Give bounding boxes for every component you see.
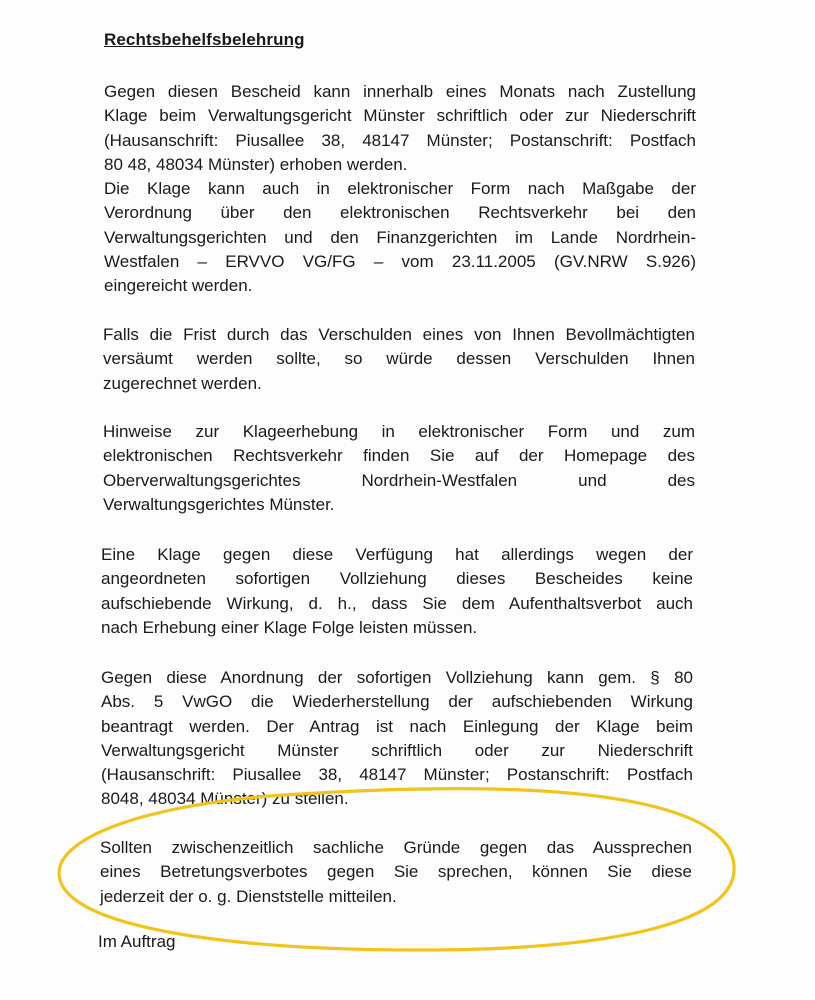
text-line: Gegen diese Anordnung der sofortigen Vollziehung kann gem. § 80 bbox=[101, 668, 693, 687]
text-line: Gegen diesen Bescheid kann innerhalb eines Monats nach Zustellung bbox=[104, 82, 696, 101]
text-line: angeordneten sofortigen Vollziehung dieses Bescheides keine bbox=[101, 569, 693, 589]
text-line: Verordnung über den elektronischen Rechtsverkehr bei den bbox=[104, 203, 696, 223]
text-line: 80 48, 48034 Münster) erhoben werden. bbox=[104, 154, 408, 174]
text-line: beantragt werden. Der Antrag ist nach Einlegung der Klage beim bbox=[101, 716, 693, 736]
text-line: Verwaltungsgerichten und den Finanzgerichten im Lande Nordrhein- bbox=[104, 227, 696, 247]
paragraph-electronic-filing-notes bbox=[103, 420, 695, 517]
text-line: (Hausanschrift: Piusallee 38, 48147 Münster; Postanschrift: Postfach bbox=[101, 765, 693, 785]
text-line: eingereicht werden. bbox=[104, 276, 253, 296]
text-line: Hinweise zur Klageerhebung in elektronischer Form und zum bbox=[103, 422, 695, 441]
text-line: elektronischen Rechtsverkehr finden Sie auf der Homepage des bbox=[103, 446, 695, 466]
paragraph-legal-remedy bbox=[104, 80, 696, 299]
text-line: Sollten zwischenzeitlich sachliche Gründe gegen das Aussprechen bbox=[100, 838, 692, 857]
paragraph-restoration-request bbox=[101, 666, 693, 812]
closing-in-authority: Im Auftrag bbox=[98, 932, 176, 951]
text-line: eines Betretungsverbotes gegen Sie sprechen, können Sie diese bbox=[100, 862, 692, 882]
text-line: Abs. 5 VwGO die Wiederherstellung der aufschiebenden Wirkung bbox=[101, 692, 693, 712]
text-line: Oberverwaltungsgerichtes Nordrhein-Westfalen und des bbox=[103, 470, 695, 490]
text-line: jederzeit der o. g. Dienststelle mitteilen. bbox=[100, 886, 397, 906]
text-line: nach Erhebung einer Klage Folge leisten müssen. bbox=[101, 617, 478, 637]
text-line: Falls die Frist durch das Verschulden eines von Ihnen Bevollmächtigten bbox=[103, 325, 695, 344]
text-line: (Hausanschrift: Piusallee 38, 48147 Münster; Postanschrift: Postfach bbox=[104, 130, 696, 150]
text-line: Verwaltungsgerichtes Münster. bbox=[103, 494, 335, 514]
text-line: Westfalen – ERVVO VG/FG – vom 23.11.2005 (GV.NRW S.926) bbox=[104, 252, 696, 272]
text-line: Verwaltungsgericht Münster schriftlich oder zur Niederschrift bbox=[101, 740, 693, 760]
text-line: Eine Klage gegen diese Verfügung hat allerdings wegen der bbox=[101, 545, 693, 564]
text-line: versäumt werden sollte, so würde dessen Verschulden Ihnen bbox=[103, 349, 695, 369]
text-line: 8048, 48034 Münster) zu stellen. bbox=[101, 789, 349, 809]
text-line: zugerechnet werden. bbox=[103, 373, 262, 393]
text-line: aufschiebende Wirkung, d. h., dass Sie dem Aufenthaltsverbot auch bbox=[101, 593, 693, 613]
text-line: Klage beim Verwaltungsgericht Münster schriftlich oder zur Niederschrift bbox=[104, 106, 696, 126]
paragraph-highlighted-notice bbox=[100, 836, 692, 909]
paragraph-no-suspensive-effect bbox=[101, 543, 693, 640]
paragraph-deadline-fault bbox=[103, 323, 695, 396]
document-heading: Rechtsbehelfsbelehrung bbox=[104, 30, 305, 49]
text-line: Die Klage kann auch in elektronischer Form nach Maßgabe der bbox=[104, 179, 696, 199]
